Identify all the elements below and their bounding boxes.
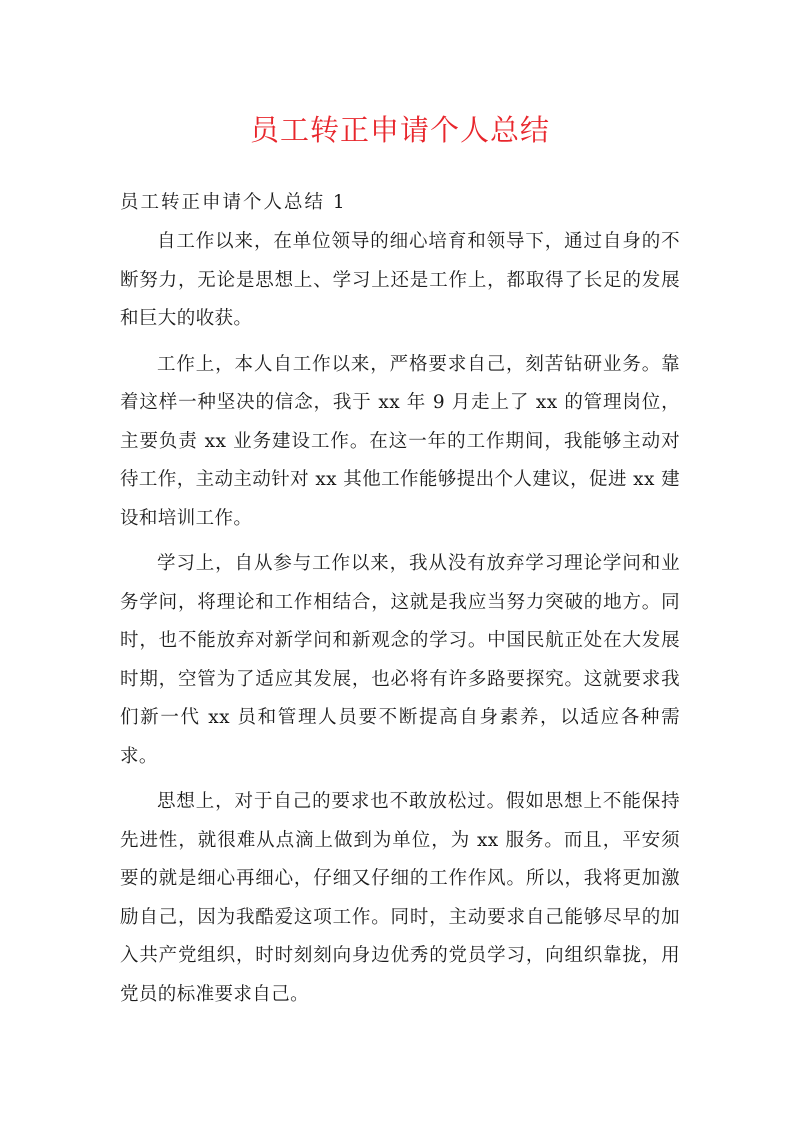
paragraph-work: 工作上，本人自工作以来，严格要求自己，刻苦钻研业务。靠着这样一种坚决的信念，我于 xx 年 9 月走上了 xx 的管理岗位，主要负责 xx 业务建设工作。在这一年的工作期间，我能够主动对待工作，主动主动针对 xx 其他工作能够提出个人建议，促进 xx 建设和培训工作。 bbox=[120, 353, 680, 529]
document-body bbox=[120, 223, 680, 1014]
paragraph-intro: 自工作以来，在单位领导的细心培育和领导下，通过自身的不断努力，无论是思想上、学习上还是工作上，都取得了长足的发展和巨大的收获。 bbox=[120, 231, 680, 329]
paragraph-study: 学习上，自从参与工作以来，我从没有放弃学习理论学问和业务学问，将理论和工作相结合，这就是我应当努力突破的地方。同时，也不能放弃对新学问和新观念的学习。中国民航正处在大发展时期，空管为了适应其发展，也必将有许多路要探究。这就要求我们新一代 xx 员和管理人员要不断提高自身素养，以适应各种需求。 bbox=[120, 553, 680, 767]
paragraph-thought: 思想上，对于自己的要求也不敢放松过。假如思想上不能保持先进性，就很难从点滴上做到为单位，为 xx 服务。而且，平安须要的就是细心再细心，仔细又仔细的工作作风。所以，我将更加激励自己，因为我酷爱这项工作。同时，主动要求自己能够尽早的加入共产党组织，时时刻刻向身边优秀的党员学习，向组织靠拢，用党员的标准要求自己。 bbox=[120, 791, 680, 1005]
section-heading: 员工转正申请个人总结 1 bbox=[120, 192, 347, 213]
document-title: 员工转正申请个人总结 bbox=[249, 113, 550, 147]
